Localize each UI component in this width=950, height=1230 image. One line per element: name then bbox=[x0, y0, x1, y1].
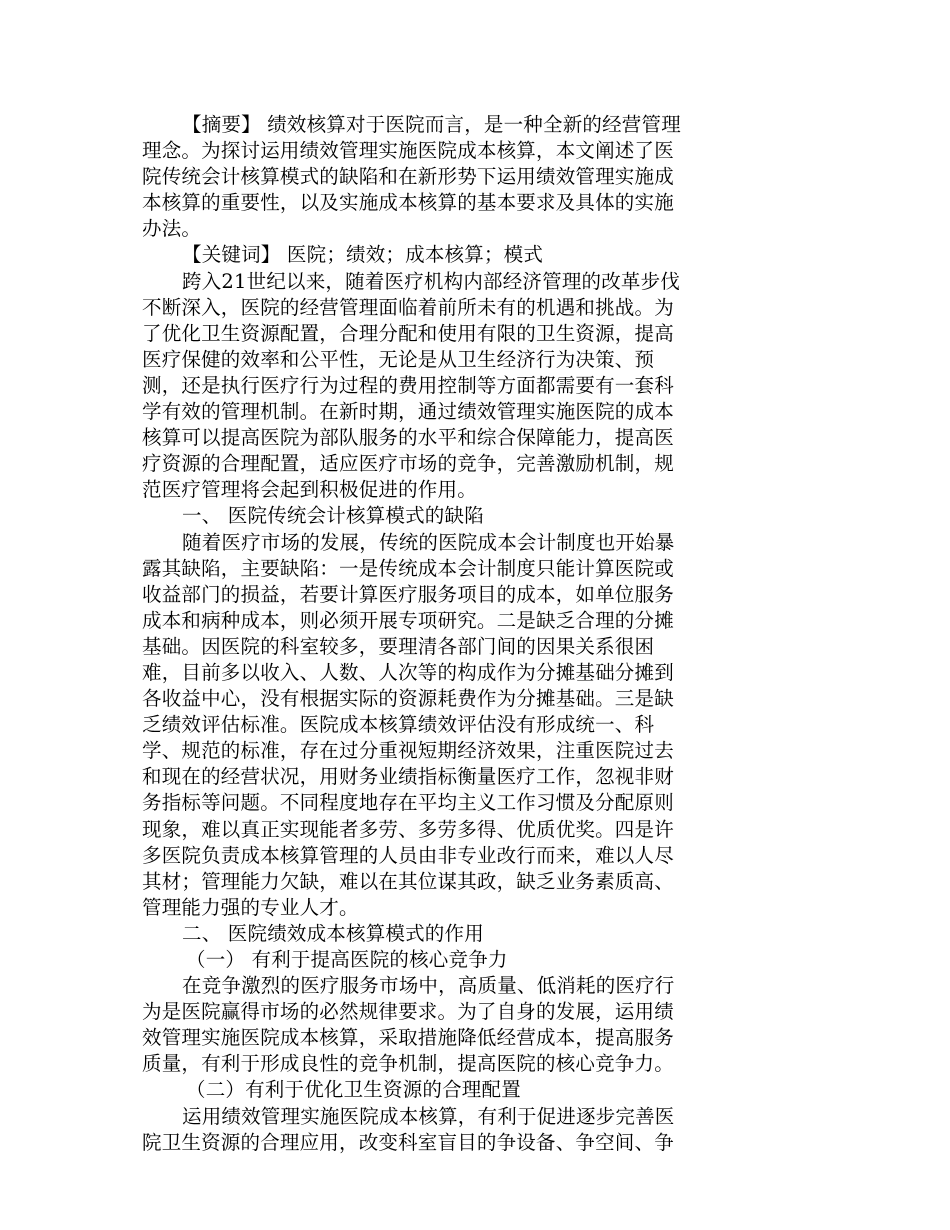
abstract-text-line: 本核算的重要性，以及实施成本核算的基本要求及具体的实施 bbox=[142, 191, 674, 215]
subsection-2-1-text-line: 质量，有利于形成良性的竞争机制，提高医院的核心竞争力。 bbox=[142, 1052, 674, 1076]
section-1-text-line: 基础。因医院的科室较多，要理清各部门间的因果关系很困 bbox=[142, 634, 655, 658]
subsection-2-2-text-line: 运用绩效管理实施医院成本核算，有利于促进逐步完善医 bbox=[182, 1104, 675, 1128]
section-1-text-line: 务指标等问题。不同程度地存在平均主义工作习惯及分配原则 bbox=[142, 791, 674, 815]
section-1-text-line: 难，目前多以收入、人数、人次等的构成作为分摊基础分摊到 bbox=[142, 660, 674, 684]
section-1-text-line: 多医院负责成本核算管理的人员由非专业改行而来，难以人尽 bbox=[142, 843, 674, 867]
keywords-line bbox=[142, 242, 742, 268]
intro-text-line: 跨入21世纪以来，随着医疗机构内部经济管理的改革步伐 bbox=[182, 269, 681, 293]
section-1-text-line: 现象，难以真正实现能者多劳、多劳多得、优质优奖。四是许 bbox=[142, 817, 674, 841]
section-1-paragraph bbox=[142, 530, 742, 921]
subsection-2-2-paragraph bbox=[142, 1104, 742, 1156]
abstract-first-line bbox=[142, 112, 742, 138]
section-1-text-line: 收益部门的损益，若要计算医疗服务项目的成本，如单位服务 bbox=[142, 582, 674, 606]
subsection-2-2-heading: （二）有利于优化卫生资源的合理配置 bbox=[186, 1078, 521, 1102]
intro-text-line: 测，还是执行医疗行为过程的费用控制等方面都需要有一套科 bbox=[142, 373, 674, 397]
subsection-2-1-paragraph bbox=[142, 973, 742, 1077]
section-2-heading: 二、 医院绩效成本核算模式的作用 bbox=[182, 921, 484, 945]
section-1-text-line: 各收益中心，没有根据实际的资源耗费作为分摊基础。三是缺 bbox=[142, 687, 674, 711]
abstract-text-line: 办法。 bbox=[142, 217, 202, 241]
section-1-text-line: 随着医疗市场的发展，传统的医院成本会计制度也开始暴 bbox=[182, 530, 675, 554]
section-1-text-line: 学、规范的标准，存在过分重视短期经济效果，注重医院过去 bbox=[142, 739, 674, 763]
subsection-2-2-text-line: 院卫生资源的合理应用，改变科室盲目的争设备、争空间、争 bbox=[142, 1130, 674, 1154]
section-1-heading: 一、 医院传统会计核算模式的缺陷 bbox=[182, 504, 484, 528]
section-1-text-line: 成本和病种成本，则必须开展专项研究。二是缺乏合理的分摊 bbox=[142, 608, 674, 632]
intro-text-line: 医疗保健的效率和公平性，无论是从卫生经济行为决策、预 bbox=[142, 347, 655, 371]
section-1-text-line: 乏绩效评估标准。医院成本核算绩效评估没有形成统一、科 bbox=[142, 713, 655, 737]
subsection-2-1-text-line: 为是医院赢得市场的必然规律要求。为了自身的发展，运用绩 bbox=[142, 1000, 674, 1024]
abstract-text-line: 理念。为探讨运用绩效管理实施医院成本核算，本文阐述了医 bbox=[142, 139, 674, 163]
intro-text-line: 了优化卫生资源配置，合理分配和使用有限的卫生资源，提高 bbox=[142, 321, 674, 345]
abstract-paragraph bbox=[142, 112, 742, 242]
section-1-text-line: 其材；管理能力欠缺，难以在其位谋其政，缺乏业务素质高、 bbox=[142, 869, 674, 893]
abstract-label: 【摘要】 bbox=[182, 113, 261, 136]
section-1-text-line: 和现在的经营状况，用财务业绩指标衡量医疗工作，忽视非财 bbox=[142, 765, 674, 789]
intro-text-line: 不断深入，医院的经营管理面临着前所未有的机遇和挑战。为 bbox=[142, 295, 674, 319]
intro-text-line: 学有效的管理机制。在新时期，通过绩效管理实施医院的成本 bbox=[142, 400, 674, 424]
subsection-2-1-text-line: 在竞争激烈的医疗服务市场中，高质量、低消耗的医疗行 bbox=[182, 974, 675, 998]
intro-text-line: 核算可以提高医院为部队服务的水平和综合保障能力，提高医 bbox=[142, 426, 674, 450]
section-1-text-line: 管理能力强的专业人才。 bbox=[142, 895, 359, 919]
section-1-text-line: 露其缺陷，主要缺陷：一是传统成本会计制度只能计算医院或 bbox=[142, 556, 674, 580]
keywords-text: 医院；绩效；成本核算；模式 bbox=[280, 243, 544, 267]
subsection-2-1-text-line: 效管理实施医院成本核算，采取措施降低经营成本，提高服务 bbox=[142, 1026, 674, 1050]
intro-text-line: 范医疗管理将会起到积极促进的作用。 bbox=[142, 478, 477, 502]
subsection-2-1-heading: （一） 有利于提高医院的核心竞争力 bbox=[186, 948, 508, 971]
keywords-paragraph bbox=[142, 242, 742, 268]
document-page bbox=[142, 112, 742, 1156]
abstract-text-line: 院传统会计核算模式的缺陷和在新形势下运用绩效管理实施成 bbox=[142, 165, 674, 189]
intro-text-line: 疗资源的合理配置，适应医疗市场的竞争，完善激励机制，规 bbox=[142, 452, 674, 476]
abstract-text-line: 绩效核算对于医院而言，是一种全新的经营管理 bbox=[260, 113, 681, 136]
intro-paragraph bbox=[142, 269, 742, 504]
keywords-label: 【关键词】 bbox=[182, 243, 281, 267]
